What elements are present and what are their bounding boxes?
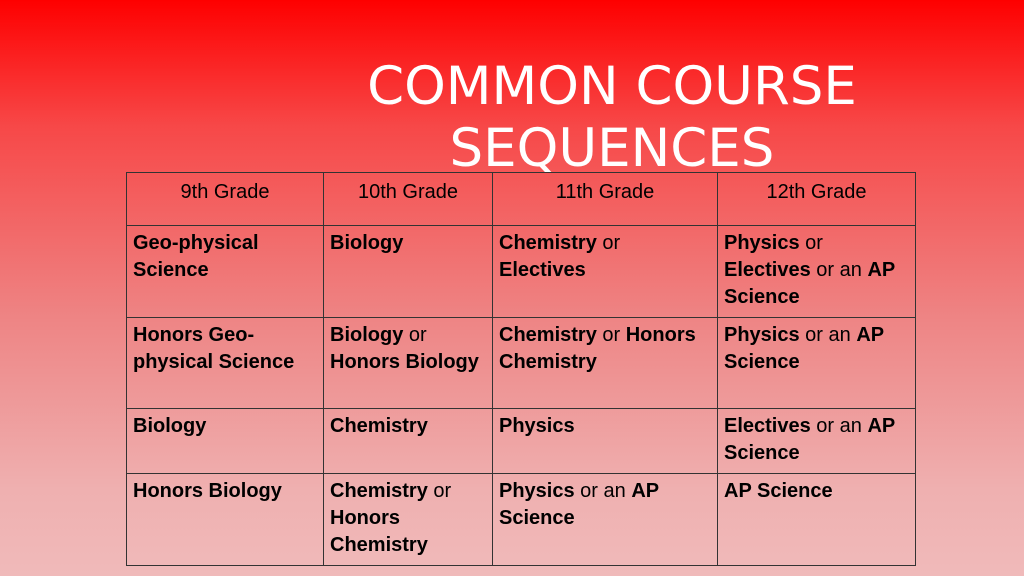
header-10th-grade: 10th Grade	[324, 173, 493, 226]
course-name: AP Science	[499, 480, 659, 529]
course-name: Physics	[724, 232, 800, 254]
connector-text: or an	[574, 480, 632, 502]
course-name: Chemistry	[499, 324, 597, 346]
course-name: AP Science	[724, 480, 833, 502]
course-name: Biology	[133, 415, 207, 437]
connector-text: or	[810, 415, 840, 437]
table-cell	[127, 318, 324, 409]
table-cell	[493, 226, 718, 318]
slide-title-line-2: SEQUENCES	[449, 118, 775, 179]
table-cell	[324, 226, 493, 318]
table-cell	[718, 318, 916, 409]
table-cell	[324, 409, 493, 474]
connector-text: or	[403, 324, 427, 346]
connector-text: an	[828, 324, 857, 346]
header-11th-grade: 11th Grade	[493, 173, 718, 226]
connector-text: or	[596, 324, 626, 346]
connector-text: or	[799, 232, 823, 254]
slide-title-line-1: COMMON COURSE	[367, 56, 857, 117]
course-name: Chemistry	[330, 415, 428, 437]
course-name: Geo-physical Science	[133, 232, 259, 281]
course-name: Electives	[724, 415, 811, 437]
course-name: AP Science	[724, 415, 895, 464]
table-cell	[127, 409, 324, 474]
table-row	[127, 409, 916, 474]
table-cell	[718, 474, 916, 566]
course-name: Honors Geo-physical Science	[133, 324, 295, 373]
course-name: Biology	[330, 232, 404, 254]
course-name: AP Science	[724, 324, 884, 373]
connector-text: or an	[810, 259, 868, 281]
course-name: Biology	[330, 324, 404, 346]
table-cell	[718, 226, 916, 318]
course-name: Honors Biology	[330, 351, 479, 373]
table-row	[127, 226, 916, 318]
table-cell	[127, 226, 324, 318]
course-name: Physics	[499, 480, 575, 502]
course-name: Chemistry	[330, 480, 428, 502]
course-name: Honors Chemistry	[499, 324, 696, 373]
table-row	[127, 318, 916, 409]
course-name: Electives	[499, 259, 586, 281]
connector-text: or	[799, 324, 829, 346]
table-row	[127, 474, 916, 566]
connector-text: an	[839, 415, 868, 437]
header-9th-grade: 9th Grade	[127, 173, 324, 226]
table-cell	[493, 474, 718, 566]
course-name: AP Science	[724, 259, 895, 308]
header-12th-grade: 12th Grade	[718, 173, 916, 226]
course-name: Physics	[499, 415, 575, 437]
table-cell	[493, 409, 718, 474]
table-cell	[127, 474, 324, 566]
slide-title	[300, 56, 924, 180]
table-cell	[324, 474, 493, 566]
table-cell	[324, 318, 493, 409]
course-name: Electives	[724, 259, 811, 281]
table-cell	[493, 318, 718, 409]
table-header-row	[127, 173, 916, 226]
connector-text: or	[596, 232, 621, 254]
course-name: Chemistry	[499, 232, 597, 254]
course-name: Physics	[724, 324, 800, 346]
course-sequence-table	[126, 172, 916, 566]
course-name: Honors Chemistry	[330, 507, 428, 556]
connector-text: or	[427, 480, 452, 502]
table-cell	[718, 409, 916, 474]
course-name: Honors Biology	[133, 480, 282, 502]
